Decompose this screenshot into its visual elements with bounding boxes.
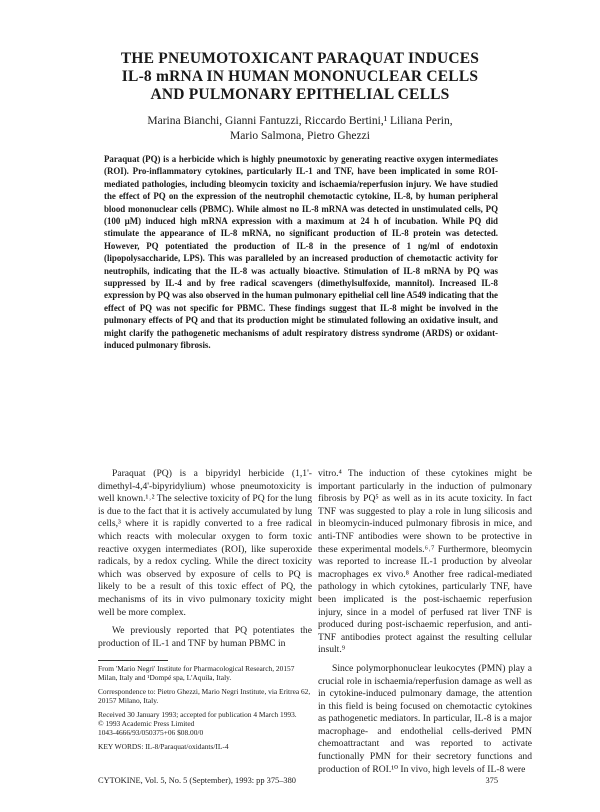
page-number: 375 (485, 776, 498, 785)
author-list (60, 114, 540, 144)
body-paragraph: Since polymorphonuclear leukocytes (PMN) play a crucial role in ischaemia/reperfusion damage as well as in cytokine-induced pulmonary damage, the attention in this field is being focused on chemotactic cytokines as pathogenetic mediators. In particular, IL-8 is a major macrophage- and endothelial cells-derived PMN chemoattractant and was reported to activate functionally PMN for their secretory functions and production of ROI.¹⁰ In vivo, high levels of IL-8 were (318, 662, 532, 775)
abstract (104, 153, 498, 352)
body-column-right (318, 468, 532, 776)
copyright-note: © 1993 Academic Press Limited (98, 719, 195, 729)
title-line-3: AND PULMONARY EPITHELIAL CELLS (150, 86, 450, 103)
footnote-divider (98, 660, 168, 661)
keywords-note: KEY WORDS: IL-8/Paraquat/oxidants/IL-4 (98, 741, 229, 751)
page-footer (98, 776, 498, 788)
abstract-text: Paraquat (PQ) is a herbicide which is highly pneumotoxic by generating reactive oxygen intermediates (ROI). Pro-inflammatory cytokines, particularly IL-1 and TNF, have been implicated in some ROI-mediated pathologies, including bleomycin toxicity and ischaemia/reperfusion injury. We have studied the effect of PQ on the expression of the neutrophil chemotactic cytokine, IL-8, by human peripheral blood mononuclear cells (PBMC). While almost no IL-8 mRNA was detected in unstimulated cells, PQ (100 µM) induced high mRNA expression with a maximum at 24 h of incubation. While PQ did stimulate the appearance of IL-8 mRNA, no significant production of IL-8 protein was detected. However, PQ potentiated the production of IL-8 in the presence of 1 ng/ml of endotoxin (lipopolysaccharide, LPS). This was paralleled by an increased production of chemotactic activity for neutrophils, indicating that the IL-8 was actually bioactive. Stimulation of IL-8 mRNA by PQ was suppressed by IL-4 and by free radical scavengers (dimethylsulfoxide, mannitol). Increased IL-8 expression by PQ was also observed in the human pulmonary epithelial cell line A549 indicating that the effect of PQ was not specific for PBMC. These findings suggest that IL-8 might be involved in the pulmonary effects of PQ and that its production might be stimulated following an oxidative insult, and might clarify the pathogenetic mechanisms of adult respiratory distress syndrome (ARDS) or oxidant-induced pulmonary fibrosis. (104, 154, 498, 351)
body-paragraph: Paraquat (PQ) is a bipyridyl herbicide (1,1'-dimethyl-4,4'-bipyridylium) whose pneumotoxicity is well known.¹˒² The selective toxicity of PQ for the lung is due to the fact that it is actively accumulated by lung cells,³ where it is rapidly converted to a free radical which reacts with molecular oxygen to form toxic reactive oxygen intermediates (ROI), like superoxide radicals, by a redox cycling. While the direct toxicity which was observed by exposure of cells to PQ is likely to be a result of this toxic effect of PQ, the mechanisms of its in vivo pulmonary toxicity might well be more complex. (98, 468, 312, 618)
title-line-2: IL-8 mRNA IN HUMAN MONONUCLEAR CELLS (121, 68, 479, 85)
affiliation-note: From 'Mario Negri' Institute for Pharmacological Research, 20157 Milan, Italy and ¹Dompé spa, L'Aquila, Italy. (98, 664, 295, 683)
title-line-1: THE PNEUMOTOXICANT PARAQUAT INDUCES (120, 50, 480, 67)
correspondence-note: Correspondence to: Pietro Ghezzi, Mario Negri Institute, via Eritrea 62, 20157 Milano, Italy. (98, 686, 311, 706)
footnotes (98, 664, 312, 751)
journal-citation: CYTOKINE, Vol. 5, No. 5 (September), 1993: pp 375–380 (98, 776, 296, 785)
authors-line-2: Mario Salmona, Pietro Ghezzi (230, 130, 370, 142)
received-note: Received 30 January 1993; accepted for publication 4 March 1993. (98, 709, 297, 719)
issn-note: 1043-4666/93/050375+06 $08.00/0 (98, 728, 204, 738)
body-paragraph: vitro.⁴ The induction of these cytokines might be important particularly in the induction of pulmonary fibrosis by PQ⁵ as well as in its acute toxicity. In fact TNF was suggested to play a role in lung silicosis and in bleomycin-induced pulmonary fibrosis in mice, and anti-TNF antibodies were shown to be protective in these experimental models.⁶˒⁷ Furthermore, bleomycin was reported to increase IL-1 production by alveolar macrophages ex vivo.⁸ Another free radical-mediated pathology in which cytokines, particularly TNF, have been implicated is the post-ischaemic reperfusion injury, since in a model of perfused rat liver TNF is produced during post-ischaemic reperfusion, and anti-TNF antibodies protect against the resulting cellular insult.⁹ (318, 468, 532, 656)
body-column-left (98, 468, 312, 650)
body-paragraph: We previously reported that PQ potentiates the production of IL-1 and TNF by human PBMC in (98, 625, 312, 649)
paper-title (40, 50, 560, 104)
authors-line-1: Marina Bianchi, Gianni Fantuzzi, Riccardo Bertini,¹ Liliana Perin, (147, 115, 453, 127)
